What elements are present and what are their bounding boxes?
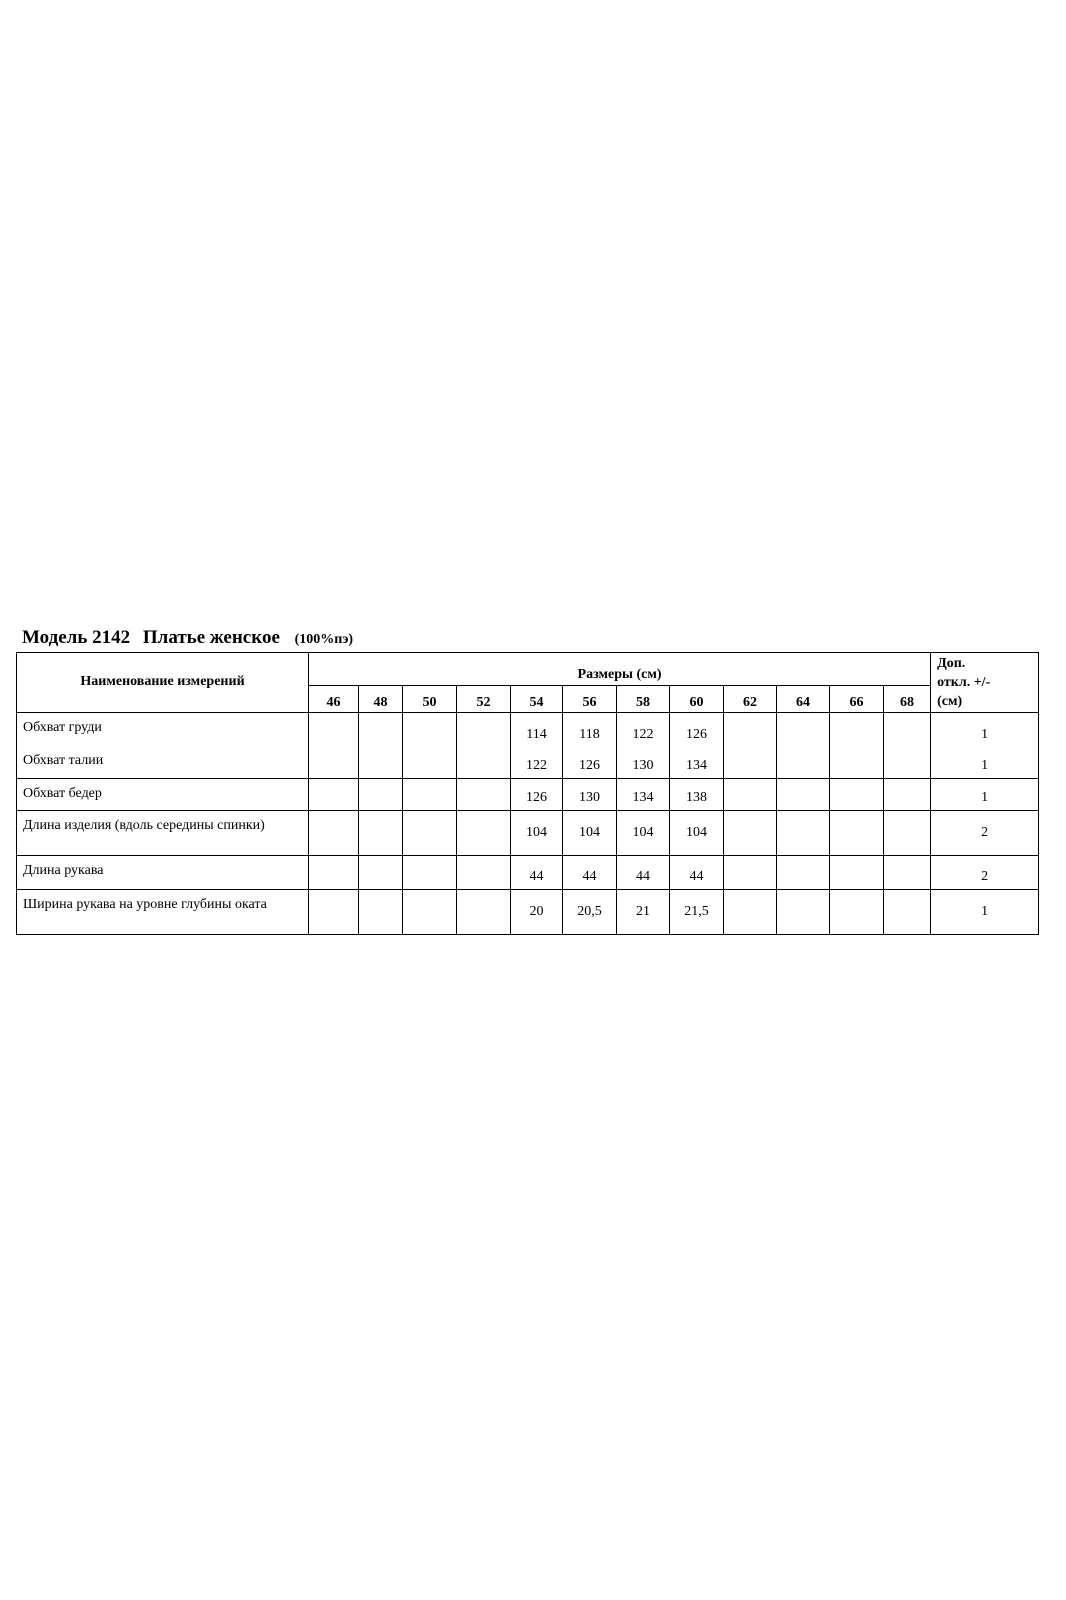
- measurement-value-cell: [563, 889, 617, 934]
- model-number: Модель 2142: [22, 627, 131, 648]
- measurement-value-cell: [511, 855, 563, 889]
- tolerance-header-line: (см): [937, 693, 963, 709]
- measurement-value-cell: [457, 889, 511, 934]
- header-row-top: [17, 653, 1039, 686]
- measurement-value-cell: [359, 778, 403, 810]
- measurement-value: 126: [579, 757, 600, 773]
- measurement-value-cell: [309, 712, 359, 778]
- measurement-name-cell: [17, 778, 309, 810]
- size-column-header: 60: [670, 685, 724, 712]
- measurement-value: 126: [686, 726, 707, 742]
- measurement-value-cell: [777, 855, 830, 889]
- measurement-value-cell: [457, 778, 511, 810]
- measurement-value-cell: [830, 712, 884, 778]
- measurement-value: 126: [526, 789, 547, 805]
- measurement-value-cell: [563, 855, 617, 889]
- measurement-value-cell: [403, 889, 457, 934]
- measurement-value: 21,5: [684, 903, 709, 919]
- size-column-header: 56: [563, 685, 617, 712]
- tolerance-value: 1: [981, 789, 989, 805]
- measurement-value: 122: [632, 726, 654, 742]
- measurement-value: 138: [686, 789, 707, 805]
- measurement-name-cell: [17, 889, 309, 934]
- measurement-value-cell: [830, 889, 884, 934]
- size-column-header: 66: [830, 685, 884, 712]
- measurement-value-cell: [359, 889, 403, 934]
- measurement-value-cell: [403, 712, 457, 778]
- measurement-value: 130: [579, 789, 600, 805]
- size-column-header: 54: [511, 685, 563, 712]
- table-row: [17, 778, 1039, 810]
- tolerance-value: 1: [981, 726, 989, 742]
- size-column-header: 64: [777, 685, 830, 712]
- measurement-value: 104: [632, 824, 654, 840]
- measurement-value-cell: [670, 855, 724, 889]
- measurement-value: 44: [689, 868, 704, 884]
- measurement-value-cell: [617, 712, 670, 778]
- measurement-value: 122: [526, 757, 547, 773]
- size-table: [16, 652, 1039, 935]
- measurement-value-cell: [563, 778, 617, 810]
- measurement-value-cell: [617, 855, 670, 889]
- table-row: [17, 712, 1039, 778]
- table-row: [17, 855, 1039, 889]
- measurement-value: 134: [686, 757, 707, 773]
- measurement-value-cell: [511, 778, 563, 810]
- measurement-value-cell: [777, 889, 830, 934]
- measurement-value: 21: [636, 903, 650, 919]
- measurement-name: Длина изделия (вдоль середины спинки): [23, 817, 265, 833]
- measurement-value-cell: [830, 855, 884, 889]
- measurement-value: 44: [529, 868, 544, 884]
- measurement-value-cell: [724, 778, 777, 810]
- tolerance-cell: [931, 778, 1039, 810]
- measurement-value: 44: [582, 868, 597, 884]
- tolerance-header-line: Доп.: [937, 656, 966, 671]
- measurement-value-cell: [457, 855, 511, 889]
- measurement-value-cell: [617, 778, 670, 810]
- measurement-value-cell: [724, 712, 777, 778]
- measurement-name: Обхват груди: [23, 719, 102, 735]
- document-title: [22, 628, 353, 647]
- measurement-value-cell: [457, 810, 511, 855]
- measurement-name: Обхват талии: [23, 752, 104, 768]
- product-name: Платье женское: [142, 627, 280, 648]
- measurement-value-cell: [457, 712, 511, 778]
- measurement-value: 44: [636, 868, 650, 884]
- tolerance-cell: [931, 810, 1039, 855]
- measurement-value-cell: [309, 810, 359, 855]
- measurement-value: 134: [632, 789, 654, 805]
- tolerance-header-line: откл. +/-: [937, 674, 991, 690]
- size-column-header: 68: [884, 685, 931, 712]
- measurement-value-cell: [777, 712, 830, 778]
- tolerance-value: 2: [981, 868, 989, 884]
- measurement-value-cell: [884, 855, 931, 889]
- size-column-header: 58: [617, 685, 670, 712]
- measurement-value: 118: [579, 726, 600, 742]
- measurement-value-cell: [670, 712, 724, 778]
- measurement-value-cell: [617, 889, 670, 934]
- measurement-value-cell: [309, 855, 359, 889]
- measurement-name: Обхват бедер: [23, 785, 102, 801]
- measurement-value: 20,5: [577, 903, 602, 919]
- measurement-name: Ширина рукава на уровне глубины оката: [23, 896, 267, 912]
- tolerance-value: 1: [981, 757, 989, 773]
- measurement-value-cell: [403, 810, 457, 855]
- measurement-value: 20: [529, 903, 544, 919]
- measurement-value-cell: [563, 712, 617, 778]
- measurement-value-cell: [359, 855, 403, 889]
- tolerance-cell: [931, 889, 1039, 934]
- tolerance-cell: [931, 855, 1039, 889]
- measurement-value: 114: [526, 726, 547, 742]
- measurement-value-cell: [724, 855, 777, 889]
- measurement-name: Длина рукава: [23, 862, 104, 878]
- measurement-value-cell: [403, 855, 457, 889]
- measurement-value: 130: [632, 757, 654, 773]
- measurement-value-cell: [511, 810, 563, 855]
- tolerance-value: 1: [981, 903, 989, 919]
- measurement-value-cell: [359, 810, 403, 855]
- table-row: [17, 810, 1039, 855]
- size-column-header: 50: [403, 685, 457, 712]
- measurement-name-cell: [17, 712, 309, 778]
- measurement-name-cell: [17, 810, 309, 855]
- measurement-value: 104: [579, 824, 600, 840]
- size-column-header: 46: [309, 685, 359, 712]
- measurement-value-cell: [724, 889, 777, 934]
- measurement-value-cell: [511, 889, 563, 934]
- measurement-value-cell: [670, 889, 724, 934]
- measurement-value-cell: [884, 810, 931, 855]
- sizes-header: Размеры (см): [309, 653, 931, 686]
- measurement-value-cell: [309, 889, 359, 934]
- measurement-value-cell: [617, 810, 670, 855]
- measurement-value-cell: [830, 810, 884, 855]
- size-column-header: 52: [457, 685, 511, 712]
- measurement-value-cell: [670, 778, 724, 810]
- measurement-value-cell: [884, 889, 931, 934]
- size-column-header: 48: [359, 685, 403, 712]
- measurement-value-cell: [359, 712, 403, 778]
- measurement-value-cell: [884, 778, 931, 810]
- measurement-value-cell: [403, 778, 457, 810]
- measurement-value-cell: [309, 778, 359, 810]
- measurement-value: 104: [526, 824, 547, 840]
- measurement-name-header: Наименование измерений: [17, 653, 309, 713]
- measurement-value-cell: [670, 810, 724, 855]
- tolerance-header: [931, 653, 1039, 713]
- measurement-value-cell: [777, 778, 830, 810]
- table-body: [17, 712, 1039, 934]
- size-column-header: 62: [724, 685, 777, 712]
- measurement-name-cell: [17, 855, 309, 889]
- measurement-value-cell: [777, 810, 830, 855]
- measurement-value-cell: [563, 810, 617, 855]
- measurement-value-cell: [884, 712, 931, 778]
- table-row: [17, 889, 1039, 934]
- measurement-value-cell: [724, 810, 777, 855]
- measurement-value-cell: [511, 712, 563, 778]
- measurement-value: 104: [686, 824, 707, 840]
- fabric-composition: (100%пэ): [294, 632, 354, 647]
- measurement-value-cell: [830, 778, 884, 810]
- tolerance-cell: [931, 712, 1039, 778]
- tolerance-value: 2: [981, 824, 989, 840]
